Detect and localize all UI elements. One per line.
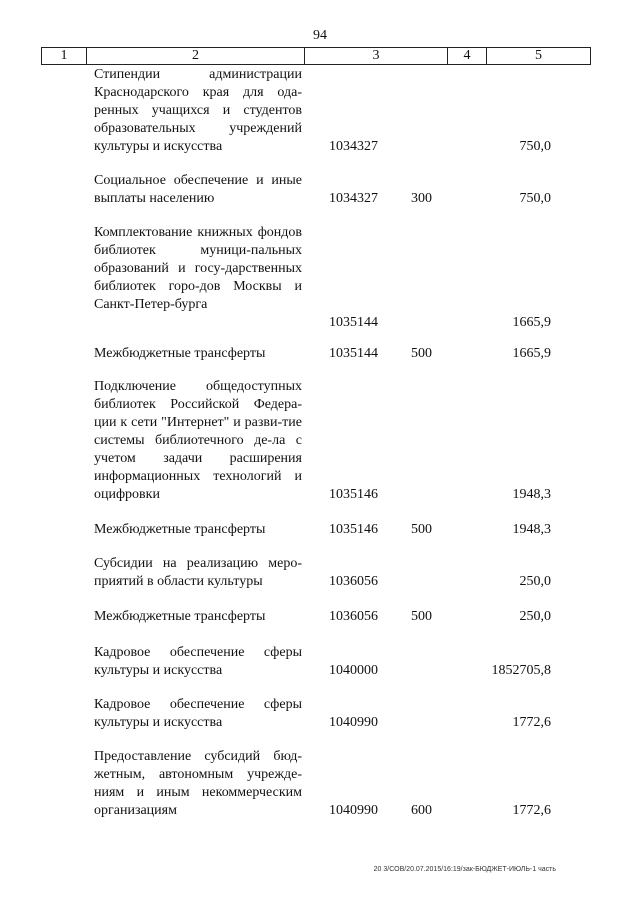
- row-name: Межбюджетные трансферты: [94, 346, 266, 361]
- row-code: 1036056: [329, 574, 378, 589]
- row-type: 500: [411, 522, 432, 537]
- table-row: [0, 66, 640, 156]
- row-amount: 750,0: [519, 139, 551, 154]
- header-col-3: 3: [305, 48, 448, 64]
- table-row: [0, 555, 640, 591]
- row-code: 1040000: [329, 663, 378, 678]
- row-code: 1034327: [329, 139, 378, 154]
- row-code: 1035146: [329, 487, 378, 502]
- row-code: 1036056: [329, 609, 378, 624]
- row-amount: 1948,3: [512, 522, 551, 537]
- row-code: 1035146: [329, 522, 378, 537]
- table-row: [0, 608, 640, 626]
- row-type: 600: [411, 803, 432, 818]
- row-name: Субсидии на реализацию меро-приятий в области культуры: [94, 556, 302, 589]
- row-code: 1035144: [329, 346, 378, 361]
- row-amount: 1665,9: [512, 346, 551, 361]
- row-amount: 1665,9: [512, 315, 551, 330]
- row-name: Подключение общедоступных библиотек Российской Федера-ции к сети "Интернет" и разви-тие системы библиотечного де-ла с учетом задачи расширения информационных технологий и оцифровки: [94, 379, 302, 502]
- row-type: 500: [411, 346, 432, 361]
- table-header: [41, 47, 591, 65]
- row-code: 1034327: [329, 191, 378, 206]
- row-name: Предоставление субсидий бюд-жетным, автономным учрежде-ниям и иным некоммерческим организациям: [94, 749, 302, 818]
- row-amount: 1852705,8: [491, 663, 551, 678]
- footer-code: 20 3/СОВ/20.07.2015/16:19/зак-БЮДЖЕТ-ИЮЛЬ-1 часть: [373, 866, 556, 873]
- row-amount: 250,0: [519, 574, 551, 589]
- table-row: [0, 521, 640, 539]
- table-row: [0, 696, 640, 732]
- row-name: Кадровое обеспечение сферы культуры и искусства: [94, 697, 302, 730]
- table-row: [0, 345, 640, 363]
- row-name: Межбюджетные трансферты: [94, 522, 266, 537]
- row-code: 1035144: [329, 315, 378, 330]
- table-row: [0, 748, 640, 820]
- row-amount: 1948,3: [512, 487, 551, 502]
- header-col-5: 5: [535, 48, 542, 63]
- row-name: Комплектование книжных фондов библиотек муници-пальных образований и госу-дарственных библиотек горо-дов Москвы и Санкт-Петер-бурга: [94, 225, 302, 312]
- row-amount: 750,0: [519, 191, 551, 206]
- table-row: [0, 378, 640, 504]
- row-code: 1040990: [329, 803, 378, 818]
- row-type: 300: [411, 191, 432, 206]
- row-code: 1040990: [329, 715, 378, 730]
- row-amount: 250,0: [519, 609, 551, 624]
- header-col-4: 4: [448, 48, 487, 64]
- page-number: 94: [313, 28, 327, 43]
- row-amount: 1772,6: [512, 715, 551, 730]
- header-col-2: 2: [87, 48, 305, 64]
- row-name: Межбюджетные трансферты: [94, 609, 266, 624]
- row-name: Стипендии администрации Краснодарского края для ода-ренных учащихся и студентов образовательных учреждений культуры и искусства: [94, 67, 302, 154]
- row-type: 500: [411, 609, 432, 624]
- row-amount: 1772,6: [512, 803, 551, 818]
- row-name: Кадровое обеспечение сферы культуры и искусства: [94, 645, 302, 678]
- row-name: Социальное обеспечение и иные выплаты населению: [94, 173, 302, 206]
- table-row: [0, 644, 640, 680]
- table-row: [0, 224, 640, 332]
- header-col-1: 1: [42, 48, 87, 64]
- table-row: [0, 172, 640, 208]
